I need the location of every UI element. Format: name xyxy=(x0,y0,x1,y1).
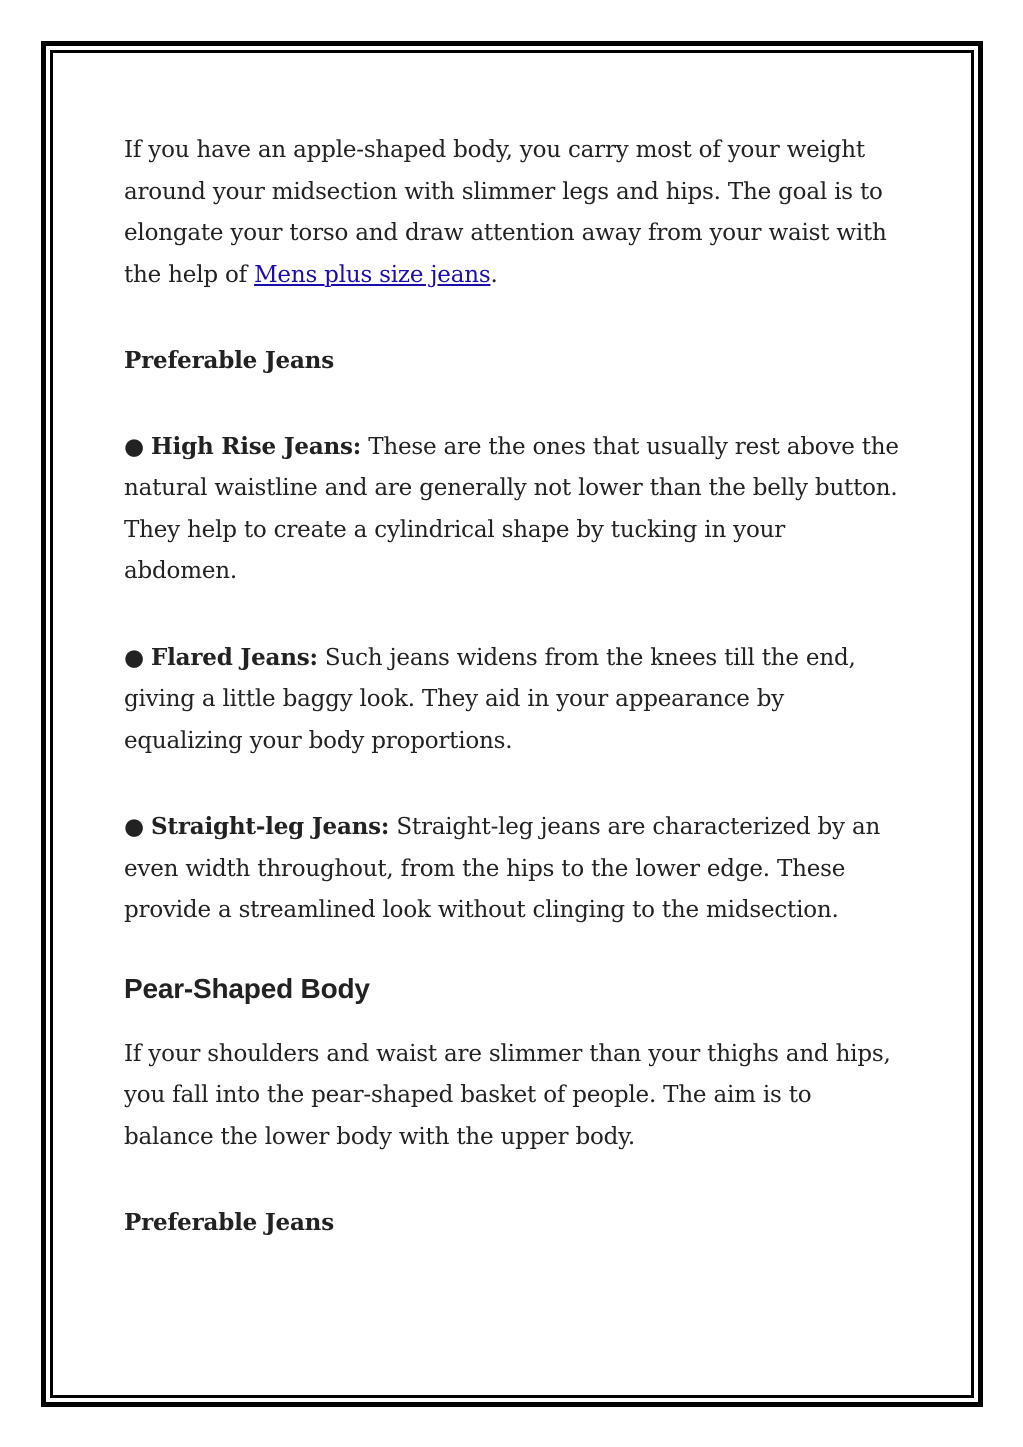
intro-text: If you have an apple-shaped body, you carry most of your weight around your midsection with slimmer legs and hips. The goal is to elongate your torso and draw attention away from your waist with the help of xyxy=(124,137,887,288)
pear-shaped-body-heading: Pear-Shaped Body xyxy=(124,972,370,1004)
bullet-flared-jeans xyxy=(124,637,904,763)
bullet-text: These are the ones that usually rest above the natural waistline and are generally not lower than the belly button. They help to create a cylindrical shape by tucking in your abdomen. xyxy=(124,433,899,584)
bullet-marker: ● xyxy=(124,433,144,460)
bullet-marker: ● xyxy=(124,814,144,840)
bullet-marker: ● xyxy=(124,644,144,671)
bullet-lead: Flared Jeans: xyxy=(151,643,318,671)
bullet-lead: Straight-leg Jeans: xyxy=(151,813,390,840)
pear-paragraph: If your shoulders and waist are slimmer than your thighs and hips, you fall into the pear-shaped basket of people. The aim is to balance the lower body with the upper body. xyxy=(124,1040,891,1150)
bullet-high-rise-jeans xyxy=(124,426,904,593)
bullet-lead: High Rise Jeans: xyxy=(151,432,362,460)
bullet-straight-leg-jeans xyxy=(124,806,904,932)
document-body xyxy=(124,130,904,1244)
bullet-text: Straight-leg jeans are characterized by an even width throughout, from the hips to the lower edge. These provide a streamlined look without clinging to the midsection. xyxy=(124,814,881,923)
intro-text-end: . xyxy=(490,261,498,288)
bullet-text: Such jeans widens from the knees till the end, giving a little baggy look. They aid in your appearance by equalizing your body proportions. xyxy=(124,644,856,754)
apple-preferable-jeans-heading: Preferable Jeans xyxy=(124,347,334,374)
intro-paragraph xyxy=(124,130,904,296)
mens-plus-size-jeans-link[interactable]: Mens plus size jeans xyxy=(254,261,491,288)
pear-preferable-jeans-heading: Preferable Jeans xyxy=(124,1209,334,1236)
